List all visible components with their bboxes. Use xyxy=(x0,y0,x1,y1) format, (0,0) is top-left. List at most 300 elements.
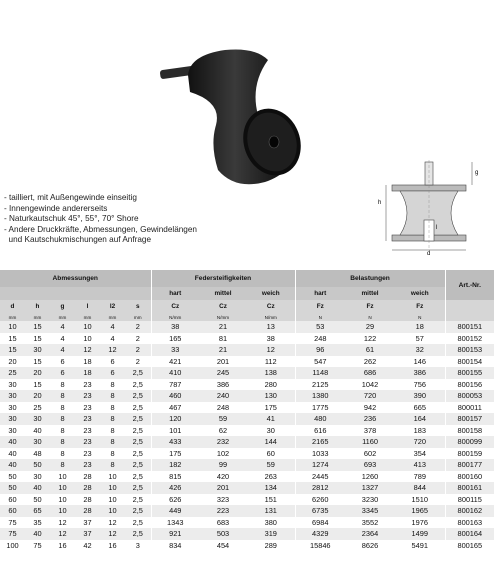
table-row xyxy=(0,459,494,471)
table-cell: 844 xyxy=(395,482,445,494)
table-cell: 30 xyxy=(0,413,25,425)
table-cell: 12 xyxy=(100,344,125,356)
table-cell: 38 xyxy=(247,333,295,345)
table-row xyxy=(0,379,494,391)
table-cell: 2,5 xyxy=(125,505,151,517)
table-cell: 421 xyxy=(151,356,199,368)
table-cell: 1042 xyxy=(345,379,395,391)
feature-item: - Andere Druckkräfte, Abmessungen, Gewindelängen xyxy=(4,224,197,234)
table-cell: 232 xyxy=(199,436,247,448)
table-cell: 4 xyxy=(50,321,75,333)
table-row xyxy=(0,482,494,494)
column-header: l xyxy=(75,300,100,313)
table-cell: 1499 xyxy=(395,528,445,540)
table-cell: 2165 xyxy=(295,436,345,448)
table-cell: 2,5 xyxy=(125,482,151,494)
table-cell: 40 xyxy=(0,448,25,460)
drawing-label-d: d xyxy=(427,251,431,257)
table-cell: 15 xyxy=(0,333,25,345)
table-cell: 146 xyxy=(395,356,445,368)
table-cell: 40 xyxy=(25,425,50,437)
table-cell: 410 xyxy=(151,367,199,379)
table-cell: 693 xyxy=(345,459,395,471)
table-cell: 130 xyxy=(247,390,295,402)
table-cell: 62 xyxy=(199,425,247,437)
column-header: Fz xyxy=(395,300,445,313)
table-cell: 75 xyxy=(0,528,25,540)
table-cell: 20 xyxy=(0,356,25,368)
table-cell: 165 xyxy=(151,333,199,345)
table-cell: 921 xyxy=(151,528,199,540)
table-cell: 2,5 xyxy=(125,402,151,414)
table-cell: 449 xyxy=(151,505,199,517)
article-number-cell: 800165 xyxy=(445,540,494,552)
table-body xyxy=(0,321,494,551)
drawing-label-g: g xyxy=(475,170,479,176)
column-unit: mm xyxy=(0,313,25,321)
table-cell: 262 xyxy=(345,356,395,368)
table-cell: 8 xyxy=(100,436,125,448)
table-cell: 40 xyxy=(0,436,25,448)
table-cell: 164 xyxy=(395,413,445,425)
table-cell: 60 xyxy=(247,448,295,460)
table-cell: 323 xyxy=(199,494,247,506)
hardness-label: mittel xyxy=(345,287,395,300)
table-cell: 815 xyxy=(151,471,199,483)
table-cell: 18 xyxy=(75,367,100,379)
table-cell: 2125 xyxy=(295,379,345,391)
table-cell: 138 xyxy=(247,367,295,379)
table-cell: 1160 xyxy=(345,436,395,448)
table-cell: 101 xyxy=(151,425,199,437)
table-group-header-row xyxy=(0,270,494,287)
column-unit: N/mm xyxy=(199,313,247,321)
table-cell: 18 xyxy=(75,356,100,368)
table-cell: 50 xyxy=(25,494,50,506)
table-cell: 15846 xyxy=(295,540,345,552)
table-cell: 29 xyxy=(345,321,395,333)
article-number-cell: 800156 xyxy=(445,379,494,391)
table-row xyxy=(0,333,494,345)
table-cell: 248 xyxy=(295,333,345,345)
table-cell: 6735 xyxy=(295,505,345,517)
group-header-stiffness: Federsteifigkeiten xyxy=(151,270,295,287)
article-number-cell: 800153 xyxy=(445,344,494,356)
group-header-dimensions: Abmessungen xyxy=(0,270,151,287)
table-cell: 122 xyxy=(345,333,395,345)
table-cell: 2,5 xyxy=(125,390,151,402)
table-cell: 1976 xyxy=(395,517,445,529)
article-number-cell: 800154 xyxy=(445,356,494,368)
table-row xyxy=(0,540,494,552)
table-cell: 48 xyxy=(25,448,50,460)
table-cell: 60 xyxy=(0,505,25,517)
table-cell: 30 xyxy=(25,344,50,356)
table-cell: 15 xyxy=(25,321,50,333)
table-cell: 4 xyxy=(50,344,75,356)
table-cell: 8 xyxy=(100,390,125,402)
table-cell: 37 xyxy=(75,517,100,529)
table-cell: 50 xyxy=(25,459,50,471)
table-cell: 1327 xyxy=(345,482,395,494)
table-row xyxy=(0,494,494,506)
table-cell: 8 xyxy=(50,436,75,448)
table-cell: 75 xyxy=(25,540,50,552)
table-cell: 12 xyxy=(50,528,75,540)
table-cell: 2,5 xyxy=(125,448,151,460)
table-cell: 183 xyxy=(395,425,445,437)
table-cell: 81 xyxy=(199,333,247,345)
table-cell: 10 xyxy=(100,494,125,506)
table-hardness-row xyxy=(0,287,494,300)
table-cell: 8 xyxy=(100,459,125,471)
table-cell: 8 xyxy=(50,425,75,437)
table-cell: 354 xyxy=(395,448,445,460)
table-cell: 134 xyxy=(247,482,295,494)
table-cell: 25 xyxy=(25,402,50,414)
table-cell: 2,5 xyxy=(125,517,151,529)
table-row xyxy=(0,413,494,425)
table-cell: 2 xyxy=(125,344,151,356)
column-header: Fz xyxy=(295,300,345,313)
table-cell: 30 xyxy=(25,471,50,483)
table-cell: 23 xyxy=(75,390,100,402)
product-photo xyxy=(150,30,310,190)
table-cell: 182 xyxy=(151,459,199,471)
table-cell: 10 xyxy=(100,471,125,483)
feature-item: und Kautschukmischungen auf Anfrage xyxy=(4,235,152,245)
article-number-cell: 800011 xyxy=(445,402,494,414)
table-cell: 602 xyxy=(345,448,395,460)
table-cell: 12 xyxy=(75,344,100,356)
hardness-label: weich xyxy=(247,287,295,300)
table-cell: 834 xyxy=(151,540,199,552)
table-cell: 23 xyxy=(75,459,100,471)
table-cell: 1965 xyxy=(395,505,445,517)
table-cell: 2445 xyxy=(295,471,345,483)
table-row xyxy=(0,344,494,356)
table-cell: 480 xyxy=(295,413,345,425)
table-cell: 6 xyxy=(100,356,125,368)
article-number-cell: 800152 xyxy=(445,333,494,345)
table-cell: 10 xyxy=(50,482,75,494)
table-cell: 547 xyxy=(295,356,345,368)
table-cell: 686 xyxy=(345,367,395,379)
table-cell: 201 xyxy=(199,482,247,494)
table-cell: 2,5 xyxy=(125,459,151,471)
table-cell: 248 xyxy=(199,402,247,414)
table-cell: 13 xyxy=(247,321,295,333)
table-cell: 21 xyxy=(199,344,247,356)
table-row xyxy=(0,528,494,540)
column-header: h xyxy=(25,300,50,313)
table-cell: 201 xyxy=(199,356,247,368)
table-row xyxy=(0,505,494,517)
table-cell: 60 xyxy=(0,494,25,506)
column-header: Fz xyxy=(345,300,395,313)
table-cell: 23 xyxy=(75,425,100,437)
table-cell: 386 xyxy=(395,367,445,379)
table-row xyxy=(0,471,494,483)
table-cell: 8 xyxy=(50,379,75,391)
table-cell: 23 xyxy=(75,379,100,391)
table-cell: 4 xyxy=(100,333,125,345)
group-header-loads: Belastungen xyxy=(295,270,445,287)
drawing-label-h: h xyxy=(378,200,382,206)
table-cell: 378 xyxy=(345,425,395,437)
table-cell: 120 xyxy=(151,413,199,425)
table-cell: 102 xyxy=(199,448,247,460)
article-number-cell: 800158 xyxy=(445,425,494,437)
table-row xyxy=(0,448,494,460)
table-cell: 3 xyxy=(125,540,151,552)
table-cell: 8 xyxy=(100,413,125,425)
table-row xyxy=(0,321,494,333)
table-cell: 6 xyxy=(50,367,75,379)
table-cell: 433 xyxy=(151,436,199,448)
table-cell: 1274 xyxy=(295,459,345,471)
table-row xyxy=(0,367,494,379)
table-cell: 30 xyxy=(25,413,50,425)
table-cell: 30 xyxy=(247,425,295,437)
table-cell: 240 xyxy=(199,390,247,402)
table-cell: 175 xyxy=(151,448,199,460)
table-cell: 57 xyxy=(395,333,445,345)
table-cell: 33 xyxy=(151,344,199,356)
table-cell: 420 xyxy=(199,471,247,483)
table-cell: 4 xyxy=(100,321,125,333)
table-cell: 5491 xyxy=(395,540,445,552)
table-cell: 42 xyxy=(75,540,100,552)
table-cell: 4329 xyxy=(295,528,345,540)
table-cell: 10 xyxy=(100,505,125,517)
table-cell: 683 xyxy=(199,517,247,529)
article-number-cell: 800157 xyxy=(445,413,494,425)
table-cell: 8 xyxy=(100,402,125,414)
table-cell: 720 xyxy=(345,390,395,402)
table-cell: 8 xyxy=(50,402,75,414)
table-cell: 1775 xyxy=(295,402,345,414)
table-cell: 6 xyxy=(100,367,125,379)
table-cell: 12 xyxy=(50,517,75,529)
table-cell: 30 xyxy=(0,379,25,391)
table-cell: 21 xyxy=(199,321,247,333)
table-cell: 20 xyxy=(25,390,50,402)
article-number-cell: 800155 xyxy=(445,367,494,379)
table-cell: 8 xyxy=(50,390,75,402)
column-unit: N xyxy=(345,313,395,321)
hardness-label: weich xyxy=(395,287,445,300)
table-cell: 1343 xyxy=(151,517,199,529)
column-header: d xyxy=(0,300,25,313)
article-number-cell: 800053 xyxy=(445,390,494,402)
table-cell: 426 xyxy=(151,482,199,494)
table-cell: 2 xyxy=(125,356,151,368)
table-cell: 151 xyxy=(247,494,295,506)
table-cell: 50 xyxy=(0,482,25,494)
table-cell: 10 xyxy=(0,321,25,333)
table-cell: 236 xyxy=(345,413,395,425)
column-unit: mm xyxy=(75,313,100,321)
table-cell: 2,5 xyxy=(125,471,151,483)
table-cell: 15 xyxy=(25,379,50,391)
table-cell: 756 xyxy=(395,379,445,391)
table-cell: 41 xyxy=(247,413,295,425)
table-cell: 16 xyxy=(100,540,125,552)
table-cell: 942 xyxy=(345,402,395,414)
table-column-header-row xyxy=(0,300,494,313)
table-cell: 37 xyxy=(75,528,100,540)
table-cell: 10 xyxy=(100,482,125,494)
table-cell: 787 xyxy=(151,379,199,391)
article-number-cell: 800115 xyxy=(445,494,494,506)
table-cell: 6 xyxy=(50,356,75,368)
spec-table xyxy=(0,270,494,551)
table-cell: 10 xyxy=(50,505,75,517)
table-cell: 50 xyxy=(0,471,25,483)
table-cell: 40 xyxy=(25,528,50,540)
column-unit: mm xyxy=(125,313,151,321)
table-cell: 263 xyxy=(247,471,295,483)
table-cell: 59 xyxy=(199,413,247,425)
table-cell: 18 xyxy=(395,321,445,333)
table-cell: 53 xyxy=(295,321,345,333)
table-cell: 1033 xyxy=(295,448,345,460)
table-row xyxy=(0,402,494,414)
table-cell: 289 xyxy=(247,540,295,552)
table-cell: 1148 xyxy=(295,367,345,379)
table-unit-row xyxy=(0,313,494,321)
table-cell: 386 xyxy=(199,379,247,391)
table-cell: 1380 xyxy=(295,390,345,402)
table-cell: 2,5 xyxy=(125,379,151,391)
article-number-cell: 800160 xyxy=(445,471,494,483)
table-row xyxy=(0,517,494,529)
table-cell: 3230 xyxy=(345,494,395,506)
article-number-cell: 800151 xyxy=(445,321,494,333)
column-unit: mm xyxy=(50,313,75,321)
table-cell: 15 xyxy=(0,344,25,356)
table-cell: 75 xyxy=(0,517,25,529)
table-cell: 12 xyxy=(100,528,125,540)
table-cell: 16 xyxy=(50,540,75,552)
table-cell: 23 xyxy=(75,402,100,414)
table-cell: 4 xyxy=(50,333,75,345)
table-cell: 380 xyxy=(247,517,295,529)
column-header: Cz xyxy=(151,300,199,313)
table-cell: 2,5 xyxy=(125,425,151,437)
table-cell: 454 xyxy=(199,540,247,552)
table-cell: 10 xyxy=(50,471,75,483)
table-cell: 2,5 xyxy=(125,367,151,379)
article-number-cell: 800163 xyxy=(445,517,494,529)
table-cell: 2,5 xyxy=(125,528,151,540)
feature-item: - tailliert, mit Außengewinde einseitig xyxy=(4,193,137,202)
table-cell: 460 xyxy=(151,390,199,402)
technical-drawing xyxy=(372,160,487,260)
table-cell: 8 xyxy=(50,448,75,460)
table-cell: 10 xyxy=(50,494,75,506)
table-cell: 30 xyxy=(25,436,50,448)
table-cell: 175 xyxy=(247,402,295,414)
column-header: s xyxy=(125,300,151,313)
column-unit: mm xyxy=(100,313,125,321)
table-cell: 3552 xyxy=(345,517,395,529)
table-cell: 616 xyxy=(295,425,345,437)
table-cell: 144 xyxy=(247,436,295,448)
table-cell: 8 xyxy=(100,425,125,437)
table-cell: 626 xyxy=(151,494,199,506)
table-cell: 15 xyxy=(25,356,50,368)
table-cell: 3345 xyxy=(345,505,395,517)
column-header: Cz xyxy=(247,300,295,313)
table-cell: 319 xyxy=(247,528,295,540)
table-cell: 23 xyxy=(75,413,100,425)
table-cell: 35 xyxy=(25,517,50,529)
table-cell: 40 xyxy=(25,482,50,494)
table-cell: 1260 xyxy=(345,471,395,483)
table-cell: 665 xyxy=(395,402,445,414)
table-cell: 2,5 xyxy=(125,413,151,425)
article-number-cell: 800159 xyxy=(445,448,494,460)
table-cell: 59 xyxy=(247,459,295,471)
table-cell: 8 xyxy=(50,413,75,425)
table-cell: 30 xyxy=(0,425,25,437)
table-cell: 25 xyxy=(0,367,25,379)
table-cell: 23 xyxy=(75,436,100,448)
table-row xyxy=(0,436,494,448)
table-cell: 61 xyxy=(345,344,395,356)
table-cell: 10 xyxy=(75,333,100,345)
table-cell: 390 xyxy=(395,390,445,402)
table-cell: 10 xyxy=(75,321,100,333)
table-cell: 2 xyxy=(125,321,151,333)
table-cell: 32 xyxy=(395,344,445,356)
table-cell: 38 xyxy=(151,321,199,333)
column-unit: mm xyxy=(25,313,50,321)
article-number-cell: 800177 xyxy=(445,459,494,471)
table-cell: 2364 xyxy=(345,528,395,540)
table-cell: 8 xyxy=(100,379,125,391)
table-cell: 2812 xyxy=(295,482,345,494)
column-header: g xyxy=(50,300,75,313)
hardness-label: mittel xyxy=(199,287,247,300)
table-cell: 30 xyxy=(0,402,25,414)
feature-list xyxy=(4,193,197,246)
table-cell: 6984 xyxy=(295,517,345,529)
table-cell: 99 xyxy=(199,459,247,471)
article-number-cell: 800164 xyxy=(445,528,494,540)
table-cell: 100 xyxy=(0,540,25,552)
table-cell: 30 xyxy=(0,390,25,402)
column-header: l2 xyxy=(100,300,125,313)
feature-item: - Innengewinde andererseits xyxy=(4,203,108,213)
table-cell: 245 xyxy=(199,367,247,379)
hardness-label: hart xyxy=(295,287,345,300)
column-unit: N xyxy=(295,313,345,321)
table-cell: 28 xyxy=(75,494,100,506)
table-cell: 413 xyxy=(395,459,445,471)
table-cell: 65 xyxy=(25,505,50,517)
table-row xyxy=(0,356,494,368)
table-row xyxy=(0,425,494,437)
table-cell: 1510 xyxy=(395,494,445,506)
table-cell: 131 xyxy=(247,505,295,517)
table-cell: 12 xyxy=(247,344,295,356)
feature-item: - Naturkautschuk 45°, 55°, 70° Shore xyxy=(4,214,139,224)
table-cell: 12 xyxy=(100,517,125,529)
column-unit: N/mm xyxy=(151,313,199,321)
